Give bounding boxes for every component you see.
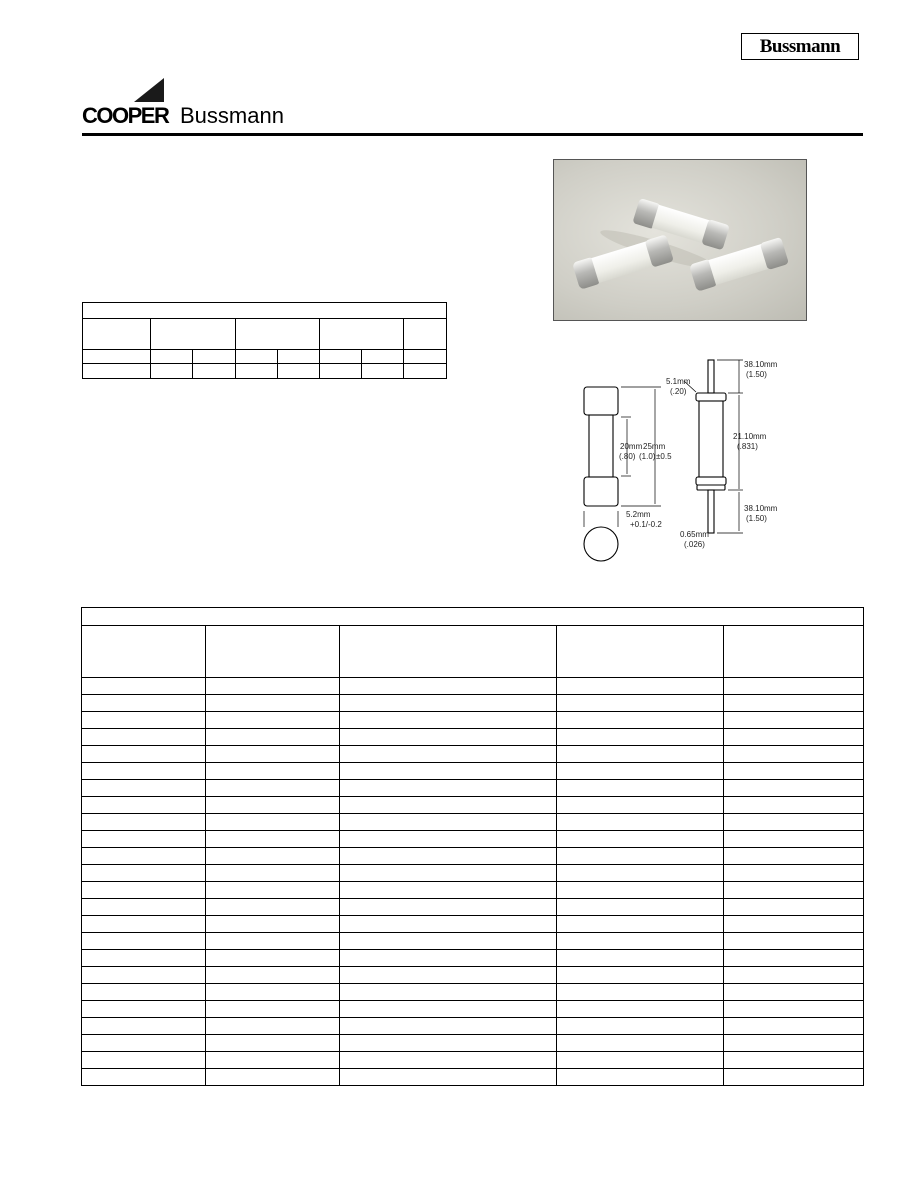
dim-length-tol: ±0.5 <box>656 452 672 461</box>
table-cell <box>340 831 557 848</box>
catalog-table-header <box>724 626 864 678</box>
table-cell <box>340 814 557 831</box>
spec-table-header <box>404 319 447 350</box>
table-cell <box>557 695 724 712</box>
table-cell <box>206 848 340 865</box>
table-cell <box>340 865 557 882</box>
table-cell <box>340 1069 557 1086</box>
table-cell <box>724 814 864 831</box>
table-cell <box>82 1018 206 1035</box>
dim-body-length: 21.10mm <box>733 432 767 441</box>
table-cell <box>82 865 206 882</box>
table-cell <box>724 1052 864 1069</box>
table-cell <box>557 1052 724 1069</box>
table-cell <box>82 950 206 967</box>
table-cell <box>724 831 864 848</box>
table-row <box>82 678 864 695</box>
table-cell <box>724 1018 864 1035</box>
catalog-table-header <box>206 626 340 678</box>
table-cell <box>724 797 864 814</box>
table-cell <box>557 1018 724 1035</box>
table-cell <box>557 814 724 831</box>
table-row <box>82 882 864 899</box>
table-row <box>82 1069 864 1086</box>
table-cell <box>340 1001 557 1018</box>
table-cell <box>557 746 724 763</box>
table-cell <box>340 848 557 865</box>
table-row <box>82 1052 864 1069</box>
table-row <box>82 746 864 763</box>
table-cell <box>557 831 724 848</box>
spec-table-cell <box>193 364 236 379</box>
table-cell <box>82 746 206 763</box>
table-cell <box>557 882 724 899</box>
table-row <box>82 831 864 848</box>
table-cell <box>82 712 206 729</box>
table-cell <box>82 848 206 865</box>
table-cell <box>724 780 864 797</box>
table-cell <box>206 695 340 712</box>
axial-fuse-outline-icon <box>696 360 726 533</box>
table-cell <box>557 797 724 814</box>
table-row <box>82 1001 864 1018</box>
table-cell <box>206 1069 340 1086</box>
table-cell <box>206 763 340 780</box>
table-cell <box>206 916 340 933</box>
product-photo <box>553 159 807 321</box>
table-cell <box>724 916 864 933</box>
table-cell <box>82 695 206 712</box>
table-row <box>82 780 864 797</box>
table-row <box>82 1035 864 1052</box>
spec-table-header <box>236 319 320 350</box>
table-cell <box>206 712 340 729</box>
table-cell <box>206 678 340 695</box>
table-cell <box>340 695 557 712</box>
table-cell <box>340 763 557 780</box>
table-cell <box>82 1052 206 1069</box>
spec-table-cell <box>193 350 236 364</box>
table-cell <box>340 950 557 967</box>
spec-table-cell <box>83 364 151 379</box>
table-cell <box>724 763 864 780</box>
dim-lead-bottom: 38.10mm <box>744 504 778 513</box>
table-cell <box>206 882 340 899</box>
table-row <box>82 1018 864 1035</box>
table-cell <box>557 678 724 695</box>
table-cell <box>206 950 340 967</box>
table-row <box>82 984 864 1001</box>
table-cell <box>557 1069 724 1086</box>
table-cell <box>557 865 724 882</box>
table-cell <box>340 729 557 746</box>
table-cell <box>724 712 864 729</box>
spec-table-cell <box>278 364 320 379</box>
dim-lead-top: 38.10mm <box>744 360 778 369</box>
table-cell <box>82 678 206 695</box>
dim-diameter-tol: +0.1/-0.2 <box>630 520 662 529</box>
catalog-table-header <box>82 626 206 678</box>
table-cell <box>82 882 206 899</box>
table-cell <box>340 797 557 814</box>
dim-length-2: 25mm <box>643 442 666 451</box>
table-cell <box>82 780 206 797</box>
table-cell <box>724 882 864 899</box>
spec-table-cell <box>320 364 362 379</box>
table-cell <box>206 1001 340 1018</box>
cooper-bussmann-logo <box>82 78 312 130</box>
spec-table-cell <box>362 364 404 379</box>
table-row <box>82 763 864 780</box>
table-cell <box>557 984 724 1001</box>
spec-table-title <box>83 303 447 319</box>
dim-length-1-in: (.80) <box>619 452 636 461</box>
table-cell <box>340 899 557 916</box>
spec-table-cell <box>278 350 320 364</box>
table-cell <box>82 763 206 780</box>
table-cell <box>340 1018 557 1035</box>
table-row <box>82 865 864 882</box>
dim-lead-diameter-in: (.026) <box>684 540 705 549</box>
header-rule <box>82 133 863 136</box>
spec-table <box>82 302 447 379</box>
dim-diameter: 5.2mm <box>626 510 651 519</box>
table-row <box>82 797 864 814</box>
table-cell <box>557 763 724 780</box>
table-cell <box>206 865 340 882</box>
table-cell <box>82 933 206 950</box>
table-cell <box>82 831 206 848</box>
spec-table-cell <box>236 350 278 364</box>
fuse-outline-icon <box>584 387 618 561</box>
spec-table-cell <box>320 350 362 364</box>
table-row <box>82 848 864 865</box>
table-cell <box>206 1035 340 1052</box>
logo-word-bussmann: Bussmann <box>180 103 284 128</box>
logo-word-cooper: COOPER <box>82 103 169 128</box>
table-cell <box>206 933 340 950</box>
table-cell <box>206 814 340 831</box>
table-cell <box>557 950 724 967</box>
table-cell <box>206 780 340 797</box>
spec-table-cell <box>151 350 193 364</box>
table-row <box>82 729 864 746</box>
table-cell <box>340 967 557 984</box>
table-cell <box>206 967 340 984</box>
dim-body-length-in: (.831) <box>737 442 758 451</box>
dim-cap-length-in: (.20) <box>670 387 687 396</box>
bussmann-badge <box>741 33 859 60</box>
table-row <box>82 814 864 831</box>
table-cell <box>340 933 557 950</box>
table-row <box>82 950 864 967</box>
table-row <box>82 916 864 933</box>
table-cell <box>206 1018 340 1035</box>
table-row <box>82 712 864 729</box>
table-cell <box>724 1069 864 1086</box>
dim-lead-diameter: 0.65mm <box>680 530 709 539</box>
dim-lead-bottom-in: (1.50) <box>746 514 767 523</box>
spec-table-cell <box>236 364 278 379</box>
table-cell <box>724 1035 864 1052</box>
table-cell <box>724 729 864 746</box>
table-cell <box>557 729 724 746</box>
spec-table-cell <box>151 364 193 379</box>
table-cell <box>82 814 206 831</box>
table-cell <box>340 1052 557 1069</box>
table-cell <box>557 899 724 916</box>
spec-table-cell <box>362 350 404 364</box>
spec-table-header <box>320 319 404 350</box>
table-cell <box>340 984 557 1001</box>
table-row <box>82 933 864 950</box>
spec-table-cell <box>404 364 447 379</box>
table-cell <box>557 1001 724 1018</box>
table-cell <box>724 933 864 950</box>
table-cell <box>206 899 340 916</box>
table-row <box>82 967 864 984</box>
table-cell <box>724 899 864 916</box>
table-cell <box>724 678 864 695</box>
spec-table-cell <box>404 350 447 364</box>
table-cell <box>206 831 340 848</box>
table-cell <box>557 780 724 797</box>
table-cell <box>340 1035 557 1052</box>
table-cell <box>724 695 864 712</box>
table-cell <box>82 1035 206 1052</box>
table-cell <box>206 1052 340 1069</box>
table-row <box>82 695 864 712</box>
catalog-table-header <box>557 626 724 678</box>
table-cell <box>340 916 557 933</box>
dim-length-2-in: (1.0) <box>639 452 656 461</box>
table-cell <box>340 882 557 899</box>
table-cell <box>206 746 340 763</box>
bussmann-badge-text: Bussmann <box>759 36 841 57</box>
table-cell <box>82 899 206 916</box>
table-cell <box>82 1069 206 1086</box>
table-cell <box>82 916 206 933</box>
table-cell <box>82 967 206 984</box>
table-cell <box>557 967 724 984</box>
logo-mark <box>134 78 164 102</box>
table-cell <box>557 712 724 729</box>
dim-lead-top-in: (1.50) <box>746 370 767 379</box>
catalog-table <box>81 607 864 1086</box>
table-cell <box>724 746 864 763</box>
table-cell <box>82 729 206 746</box>
spec-table-header <box>151 319 236 350</box>
catalog-table-header <box>340 626 557 678</box>
table-cell <box>206 797 340 814</box>
table-cell <box>724 848 864 865</box>
table-cell <box>340 712 557 729</box>
table-cell <box>557 916 724 933</box>
table-cell <box>724 865 864 882</box>
dimension-drawing <box>553 355 813 570</box>
table-cell <box>557 1035 724 1052</box>
table-cell <box>724 950 864 967</box>
table-cell <box>340 780 557 797</box>
table-cell <box>724 984 864 1001</box>
dim-cap-length: 5.1mm <box>666 377 691 386</box>
dim-length-1: 20mm <box>620 442 643 451</box>
table-cell <box>82 797 206 814</box>
spec-table-cell <box>83 350 151 364</box>
spec-table-header <box>83 319 151 350</box>
table-cell <box>724 967 864 984</box>
table-cell <box>557 933 724 950</box>
table-cell <box>82 984 206 1001</box>
table-cell <box>724 1001 864 1018</box>
table-cell <box>206 729 340 746</box>
table-cell <box>340 678 557 695</box>
catalog-table-title <box>82 608 864 626</box>
table-cell <box>206 984 340 1001</box>
table-cell <box>557 848 724 865</box>
table-cell <box>82 1001 206 1018</box>
table-row <box>82 899 864 916</box>
table-cell <box>340 746 557 763</box>
